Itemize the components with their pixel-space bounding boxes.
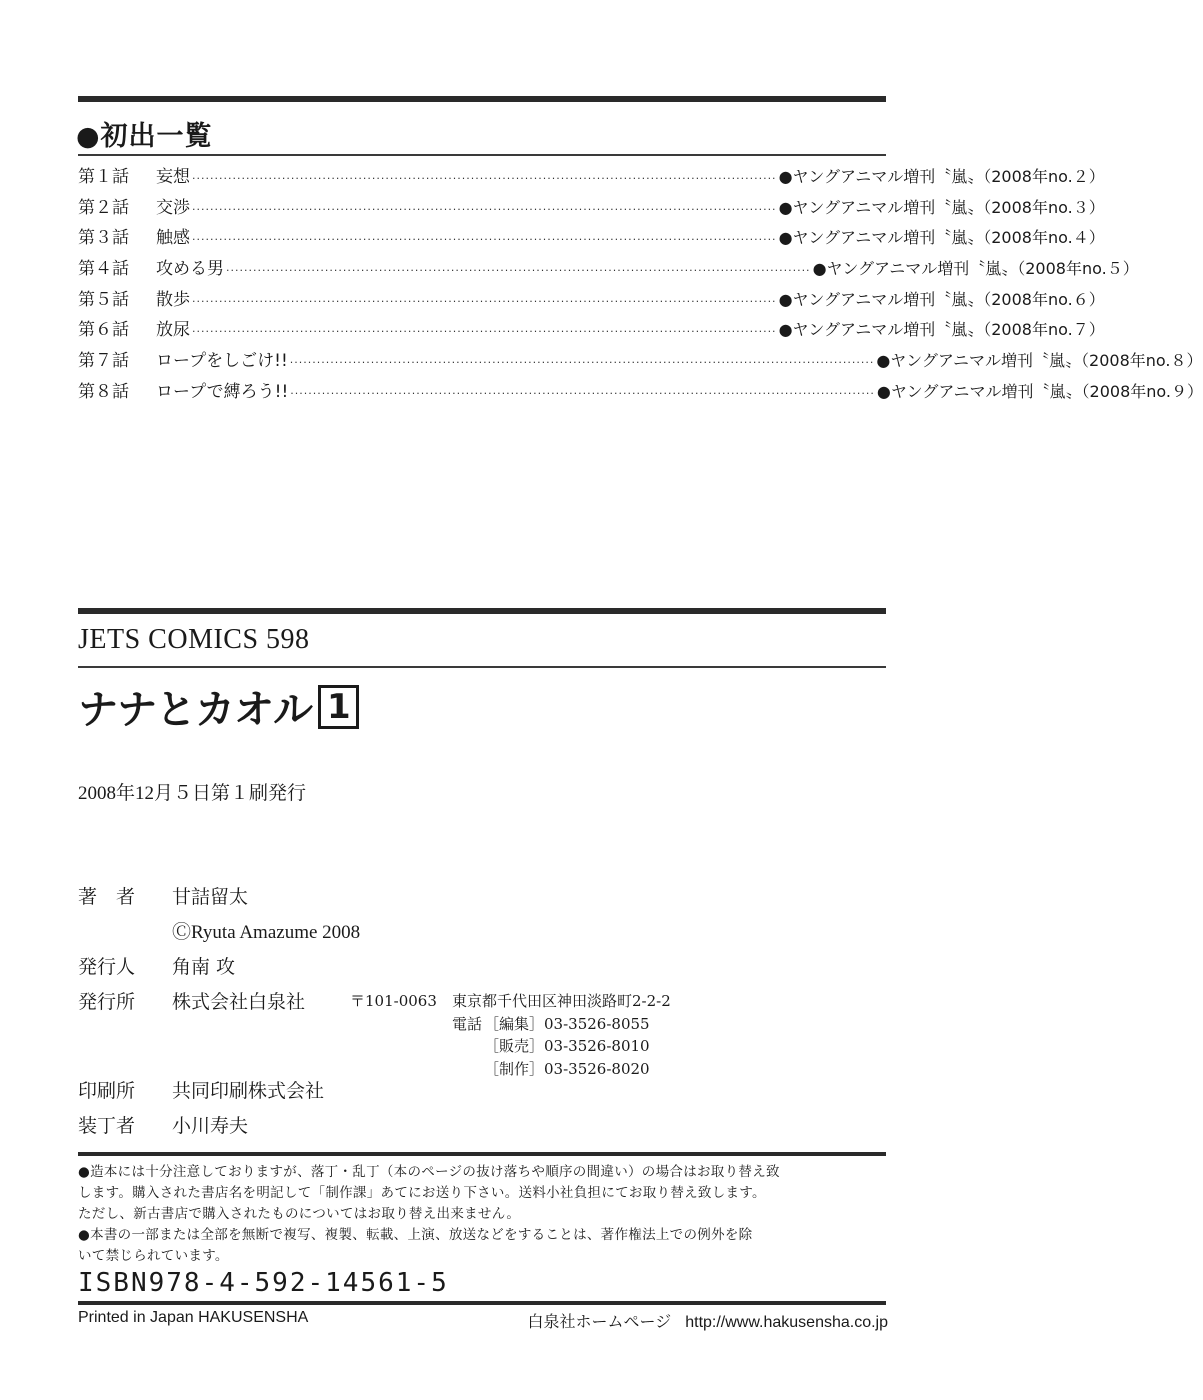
colophon-rule <box>78 608 886 614</box>
toc-heading: ●初出一覧 <box>76 121 213 152</box>
notice-line: します。購入された書店名を明記して「制作課」あてにお送り下さい。送料小社負担にてお取り替え致します。 <box>78 1185 766 1201</box>
toc-chapter-number: 第８話 <box>78 381 129 402</box>
toc-leader-dots: ·································································································································· <box>192 294 777 308</box>
toc-chapter-source: ●ヤングアニマル増刊〝嵐〟（2008年no.４） <box>778 228 1105 248</box>
designer-name: 小川寿夫 <box>172 1115 249 1137</box>
toc-leader-dots: ·································································································································· <box>192 202 777 216</box>
toc-row <box>78 162 1105 193</box>
toc-chapter-source: ●ヤングアニマル増刊〝嵐〟（2008年no.９） <box>876 381 1203 401</box>
book-title: ナナとカオル <box>78 687 312 733</box>
designer-label: 装丁者 <box>78 1115 136 1137</box>
publisher-name: 株式会社白泉社 <box>172 991 306 1013</box>
notice-line: いて禁じられています。 <box>78 1248 229 1264</box>
homepage-url[interactable]: http://www.hakusensha.co.jp <box>685 1314 888 1331</box>
copyright: ⒸRyuta Amazume 2008 <box>172 922 361 943</box>
toc-leader-dots: ·································································································································· <box>192 172 777 185</box>
notice-line: ●造本には十分注意しておりますが、落丁・乱丁（本のページの抜け落ちや順序の間違い）の場合はお取り替え致 <box>78 1164 780 1180</box>
series-rule <box>78 666 886 668</box>
isbn: ISBN978-4-592-14561-5 <box>78 1268 449 1298</box>
toc-chapter-title: ロープで縛ろう!! <box>156 381 289 402</box>
printer-line <box>78 1076 324 1103</box>
toc-chapter-title: 散歩 <box>156 289 190 310</box>
volume-number: 1 <box>318 685 359 729</box>
phone-production <box>484 1058 650 1079</box>
series-name: JETS COMICS 598 <box>78 624 310 655</box>
toc-heading-rule <box>78 154 886 156</box>
designer-line <box>78 1111 248 1138</box>
printer-name: 共同印刷株式会社 <box>172 1080 325 1102</box>
toc-chapter-title: 攻める男 <box>156 259 224 280</box>
author-label: 著 者 <box>78 886 136 908</box>
toc-row <box>78 377 1203 408</box>
toc-chapter-title: 妄想 <box>156 167 190 187</box>
toc-row <box>78 346 1203 377</box>
phone-number: 03-3526-8055 <box>544 1015 650 1033</box>
footer-rule <box>78 1301 886 1305</box>
toc-chapter-number: 第６話 <box>78 320 129 341</box>
toc-leader-dots: ·································································································································· <box>289 356 875 370</box>
publisher-line <box>78 987 305 1014</box>
phone-number: 03-3526-8010 <box>544 1037 650 1055</box>
toc-row <box>78 285 1105 316</box>
toc-row <box>78 223 1105 254</box>
toc-row <box>78 315 1105 346</box>
phone-editorial <box>484 1013 650 1034</box>
toc-chapter-source: ●ヤングアニマル増刊〝嵐〟（2008年no.８） <box>876 351 1203 371</box>
printer-label: 印刷所 <box>78 1080 136 1102</box>
phone-prefix: 電話 <box>452 1015 483 1033</box>
author-name: 甘詰留太 <box>172 886 249 908</box>
toc-chapter-source: ●ヤングアニマル増刊〝嵐〟（2008年no.６） <box>778 289 1105 309</box>
toc-chapter-source: ●ヤングアニマル増刊〝嵐〟（2008年no.５） <box>812 259 1139 279</box>
toc-chapter-title: ロープをしごけ!! <box>156 351 288 372</box>
phone-dept: ［制作］ <box>484 1060 545 1078</box>
copyright-line <box>172 917 360 944</box>
toc-leader-dots: ·································································································································· <box>192 325 777 339</box>
phone-sales <box>484 1035 650 1056</box>
postal-code: 〒101-0063 <box>350 992 437 1010</box>
toc-chapter-title: 触感 <box>156 228 190 249</box>
toc-chapter-source: ●ヤングアニマル増刊〝嵐〟（2008年no.３） <box>778 197 1105 217</box>
toc-chapter-number: 第４話 <box>78 259 129 280</box>
toc-row <box>78 193 1105 224</box>
toc-leader-dots: ·································································································································· <box>226 264 811 278</box>
phone-dept: ［編集］ <box>484 1015 545 1033</box>
toc-chapter-title: 交渉 <box>156 197 190 218</box>
phone-dept: ［販売］ <box>484 1037 545 1055</box>
toc-leader-dots: ·································································································································· <box>290 386 875 400</box>
author-line <box>78 882 248 909</box>
toc-chapter-number: 第５話 <box>78 289 129 310</box>
publication-date: 2008年12月５日第１刷発行 <box>78 783 307 804</box>
book-title-block <box>78 678 359 735</box>
toc-chapter-number: 第７話 <box>78 351 129 372</box>
printed-in: Printed in Japan HAKUSENSHA <box>78 1309 309 1326</box>
toc-chapter-number: 第３話 <box>78 228 129 249</box>
issuer-name: 角南 攻 <box>172 956 236 978</box>
phone-number: 03-3526-8020 <box>544 1060 650 1078</box>
issuer-line <box>78 952 235 979</box>
top-rule <box>78 96 886 102</box>
issuer-label: 発行人 <box>78 956 136 978</box>
toc-chapter-source: ●ヤングアニマル増刊〝嵐〟（2008年no.２） <box>778 167 1105 186</box>
toc-row <box>78 254 1139 285</box>
toc-list <box>78 162 1203 408</box>
homepage <box>528 1309 888 1332</box>
toc-leader-dots: ·································································································································· <box>192 233 777 247</box>
homepage-label: 白泉社ホームページ <box>527 1314 672 1331</box>
notice-text <box>78 1162 888 1267</box>
publisher-label: 発行所 <box>78 991 136 1013</box>
notice-rule <box>78 1152 886 1156</box>
toc-chapter-title: 放尿 <box>156 320 190 341</box>
notice-line: ●本書の一部または全部を無断で複写、複製、転載、上演、放送などをすることは、著作権法上での例外を除 <box>78 1227 753 1243</box>
toc-chapter-number: 第２話 <box>78 197 129 218</box>
toc-chapter-source: ●ヤングアニマル増刊〝嵐〟（2008年no.７） <box>778 320 1105 340</box>
toc-chapter-number: 第１話 <box>78 167 129 187</box>
address: 東京都千代田区神田淡路町2-2-2 <box>452 992 671 1010</box>
notice-line: ただし、新古書店で購入されたものについてはお取り替え出来ません。 <box>78 1206 521 1222</box>
